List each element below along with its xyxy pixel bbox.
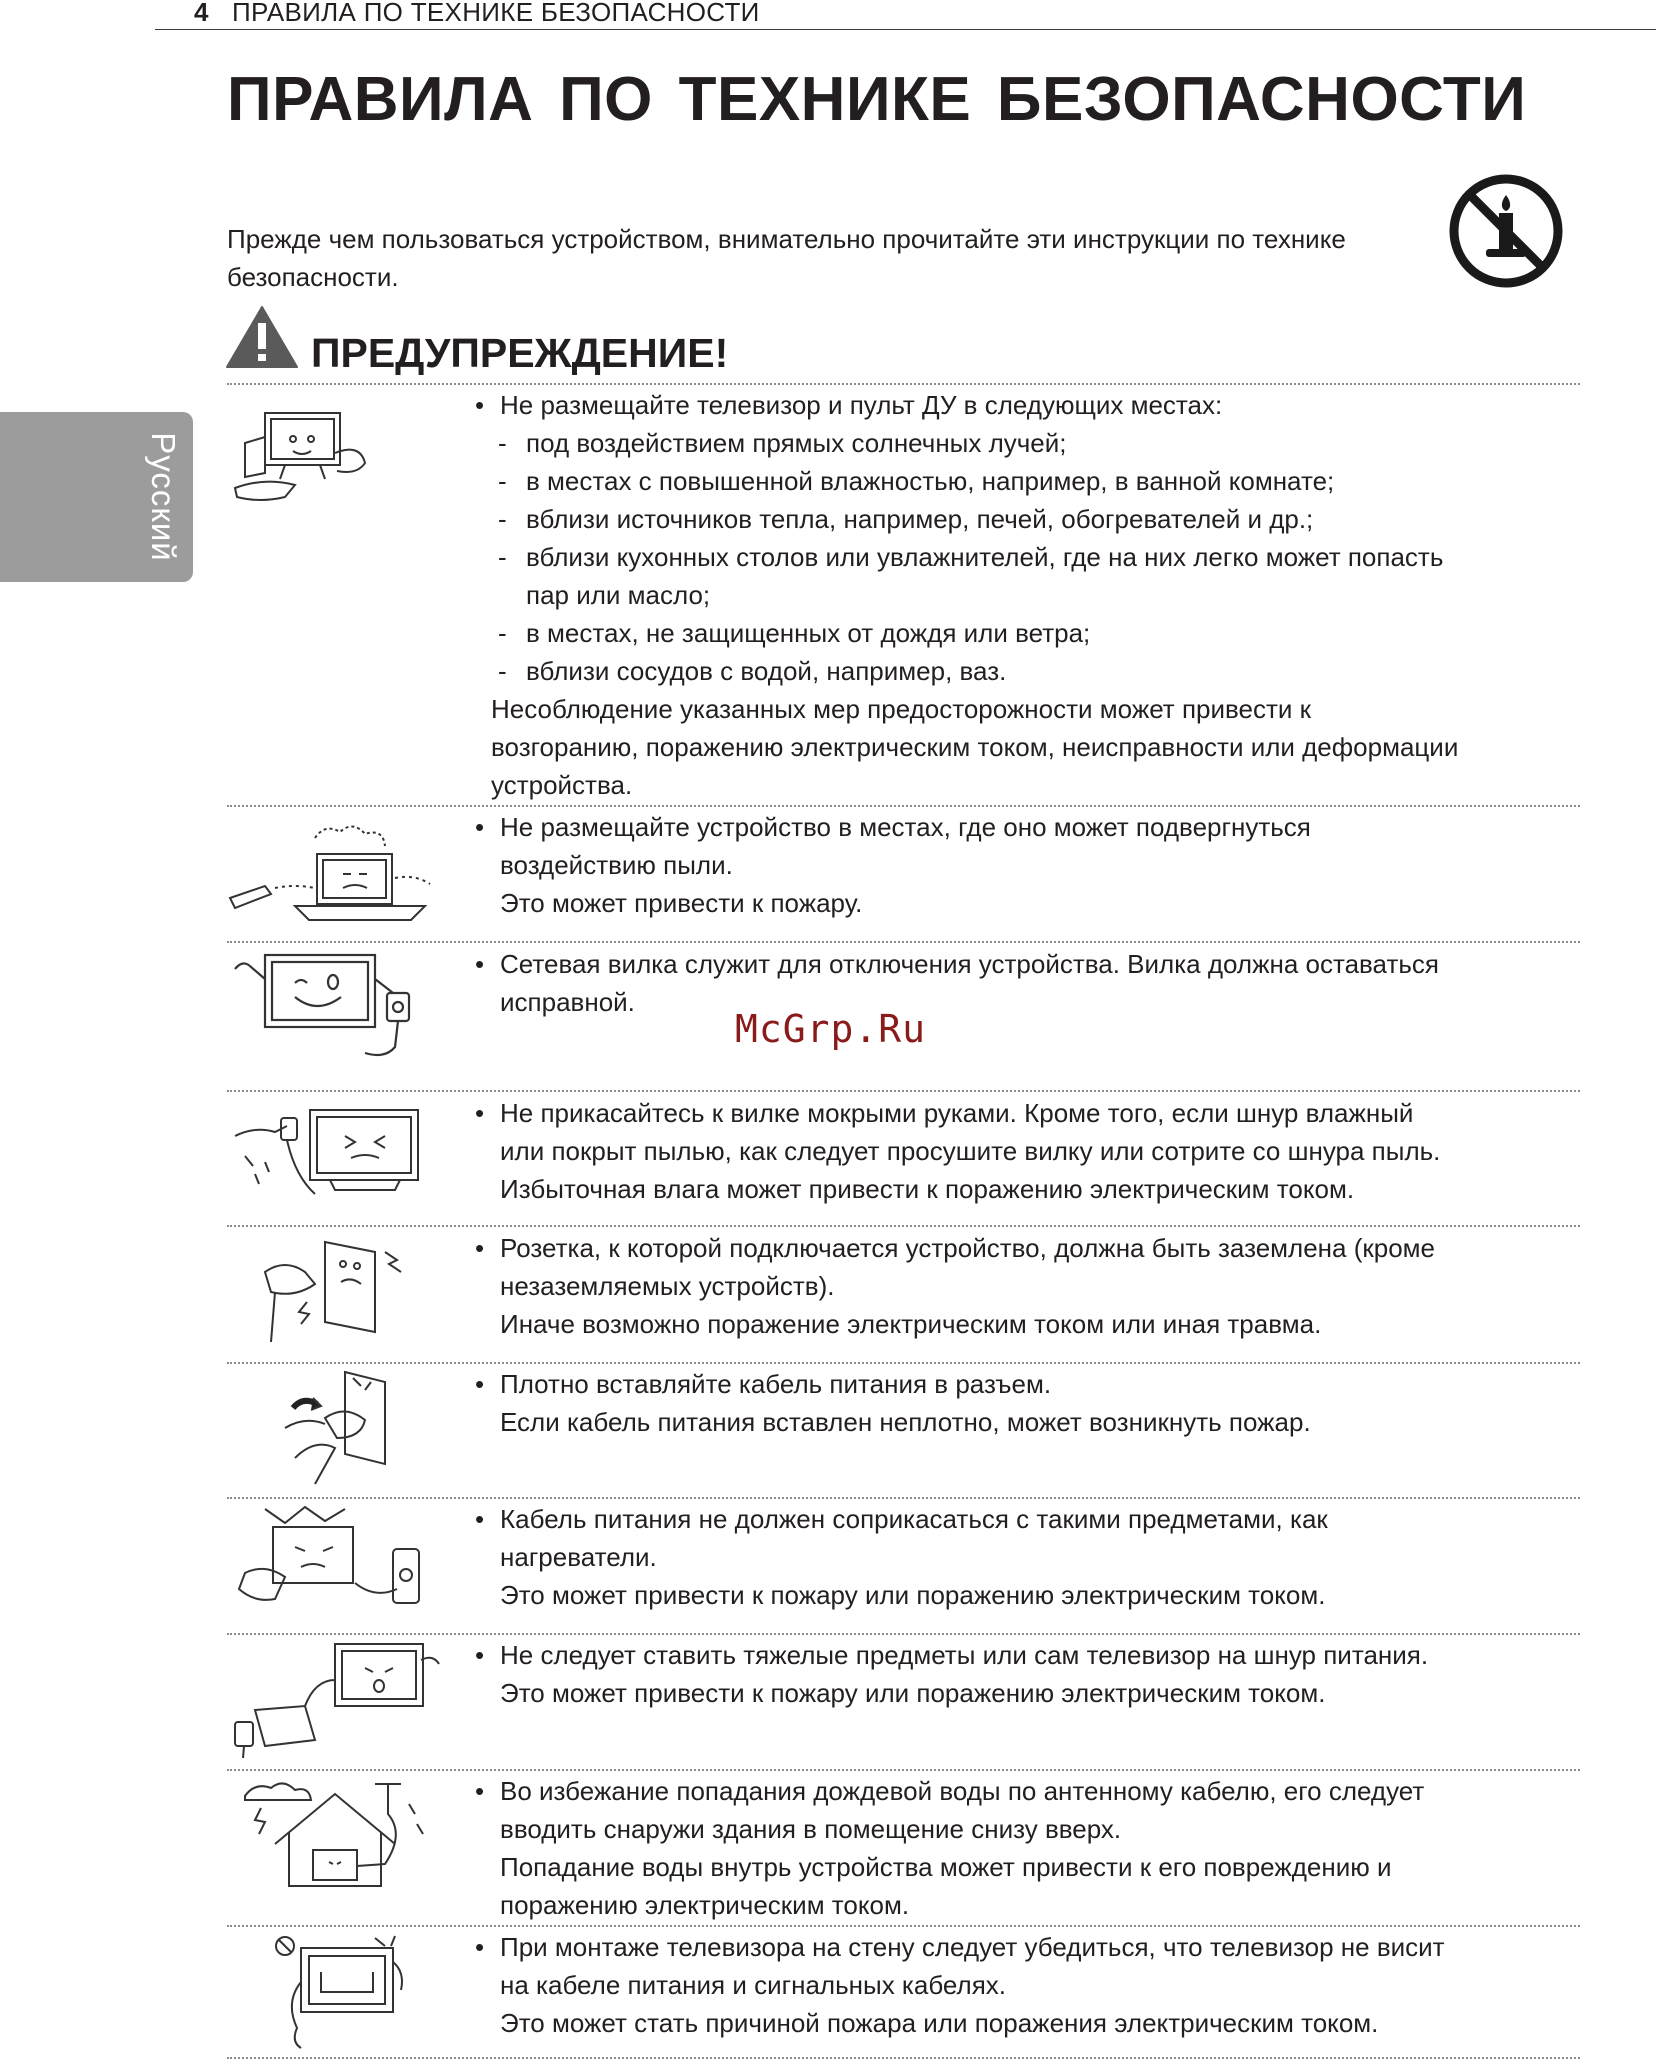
- bullet-text: • Плотно вставляйте кабель питания в разъем.: [475, 1365, 1585, 1403]
- separator: [227, 1925, 1580, 1927]
- dusty-tv-illustration: [225, 818, 450, 936]
- header-rule: [155, 29, 1656, 30]
- bullet-text: • Во избежание попадания дождевой воды по антенному кабелю, его следует: [475, 1772, 1585, 1810]
- sub-item: - под воздействием прямых солнечных лучей;: [475, 424, 1585, 462]
- item-line: Избыточная влага может привести к поражению электрическим током.: [500, 1174, 1355, 1204]
- sub-item: - вблизи источников тепла, например, печей, обогревателей и др.;: [475, 500, 1585, 538]
- separator: [227, 1497, 1580, 1499]
- sub-item-continuation: пар или масло;: [526, 580, 711, 610]
- item-line: поражению электрическим током.: [500, 1890, 910, 1920]
- bullet-text: • Кабель питания не должен соприкасаться с такими предметами, как: [475, 1500, 1585, 1538]
- tv-placement-illustration: [225, 393, 450, 511]
- heater-cable-illustration: [225, 1503, 450, 1621]
- warning-item: [475, 386, 1585, 804]
- item-line: нагреватели.: [500, 1542, 657, 1572]
- warning-item: [475, 1636, 1585, 1712]
- item-line: Это может привести к пожару или поражению электрическим током.: [500, 1678, 1326, 1708]
- bullet-text: • Не размещайте устройство в местах, где оно может подвергнуться: [475, 808, 1585, 846]
- item-line: на кабеле питания и сигнальных кабелях.: [500, 1970, 1006, 2000]
- separator: [227, 1090, 1580, 1092]
- heavy-object-cable-illustration: [225, 1640, 450, 1758]
- separator: [227, 1362, 1580, 1364]
- running-header: ПРАВИЛА ПО ТЕХНИКЕ БЕЗОПАСНОСТИ: [232, 0, 760, 27]
- power-plug-illustration: [225, 949, 450, 1067]
- warning-item: [475, 1500, 1585, 1614]
- separator: [227, 383, 1580, 385]
- wall-mount-illustration: [225, 1932, 450, 2050]
- sub-item: - в местах, не защищенных от дождя или ветра;: [475, 614, 1585, 652]
- page-number: 4: [194, 0, 209, 27]
- bullet-text: • Сетевая вилка служит для отключения устройства. Вилка должна оставаться: [475, 945, 1585, 983]
- language-label: Русский: [145, 432, 182, 562]
- item-line: воздействию пыли.: [500, 850, 733, 880]
- warning-item: [475, 945, 1585, 1021]
- note-line: возгоранию, поражению электрическим током, неисправности или деформации: [491, 732, 1459, 762]
- separator: [227, 1769, 1580, 1771]
- warning-item: [475, 1772, 1585, 1924]
- bullet-text: • Не следует ставить тяжелые предметы или сам телевизор на шнур питания.: [475, 1636, 1585, 1674]
- bullet-text: • При монтаже телевизора на стену следует убедиться, что телевизор не висит: [475, 1928, 1585, 1966]
- item-line: Это может привести к пожару.: [500, 888, 863, 918]
- note-line: Несоблюдение указанных мер предосторожности может привести к: [491, 694, 1312, 724]
- note-line: устройства.: [491, 770, 633, 800]
- separator: [227, 941, 1580, 943]
- sub-item: - вблизи сосудов с водой, например, ваз.: [475, 652, 1585, 690]
- watermark: McGrp.Ru: [735, 1007, 927, 1051]
- warning-item: [475, 1365, 1585, 1441]
- separator: [227, 1225, 1580, 1227]
- warning-triangle-icon: [225, 305, 299, 369]
- separator: [227, 805, 1580, 807]
- warning-item: [475, 1229, 1585, 1343]
- item-line: исправной.: [500, 987, 635, 1017]
- wet-hands-plug-illustration: [225, 1096, 450, 1214]
- separator: [227, 1633, 1580, 1635]
- warning-heading: ПРЕДУПРЕЖДЕНИЕ!: [311, 330, 729, 376]
- warning-item: [475, 808, 1585, 922]
- item-line: Попадание воды внутрь устройства может привести к его повреждению и: [500, 1852, 1392, 1882]
- item-line: незаземляемых устройств).: [500, 1271, 835, 1301]
- intro-text: Прежде чем пользоваться устройством, внимательно прочитайте эти инструкции по технике безопасности.: [227, 224, 1346, 292]
- item-line: вводить снаружи здания в помещение снизу вверх.: [500, 1814, 1122, 1844]
- grounded-outlet-illustration: [225, 1232, 450, 1350]
- item-line: Это может привести к пожару или поражению электрическим током.: [500, 1580, 1326, 1610]
- warning-item: [475, 1094, 1585, 1208]
- separator: [227, 2057, 1580, 2059]
- item-line: Иначе возможно поражение электрическим током или иная травма.: [500, 1309, 1322, 1339]
- bullet-text: • Не размещайте телевизор и пульт ДУ в следующих местах:: [475, 386, 1585, 424]
- item-line: или покрыт пылью, как следует просушите вилку или сотрите со шнура пыль.: [500, 1136, 1441, 1166]
- page-title: ПРАВИЛА ПО ТЕХНИКЕ БЕЗОПАСНОСТИ: [227, 65, 1527, 134]
- item-line: Если кабель питания вставлен неплотно, может возникнуть пожар.: [500, 1407, 1311, 1437]
- bullet-text: • Не прикасайтесь к вилке мокрыми руками. Кроме того, если шнур влажный: [475, 1094, 1585, 1132]
- antenna-cable-illustration: [225, 1774, 450, 1892]
- bullet-text: • Розетка, к которой подключается устройство, должна быть заземлена (кроме: [475, 1229, 1585, 1267]
- warning-item: [475, 1928, 1585, 2042]
- insert-plug-illustration: [225, 1368, 450, 1486]
- no-open-flame-icon: [1448, 173, 1564, 289]
- item-line: Это может стать причиной пожара или поражения электрическим током.: [500, 2008, 1379, 2038]
- sub-item: - вблизи кухонных столов или увлажнителей, где на них легко может попасть: [475, 538, 1585, 576]
- sub-item: - в местах с повышенной влажностью, например, в ванной комнате;: [475, 462, 1585, 500]
